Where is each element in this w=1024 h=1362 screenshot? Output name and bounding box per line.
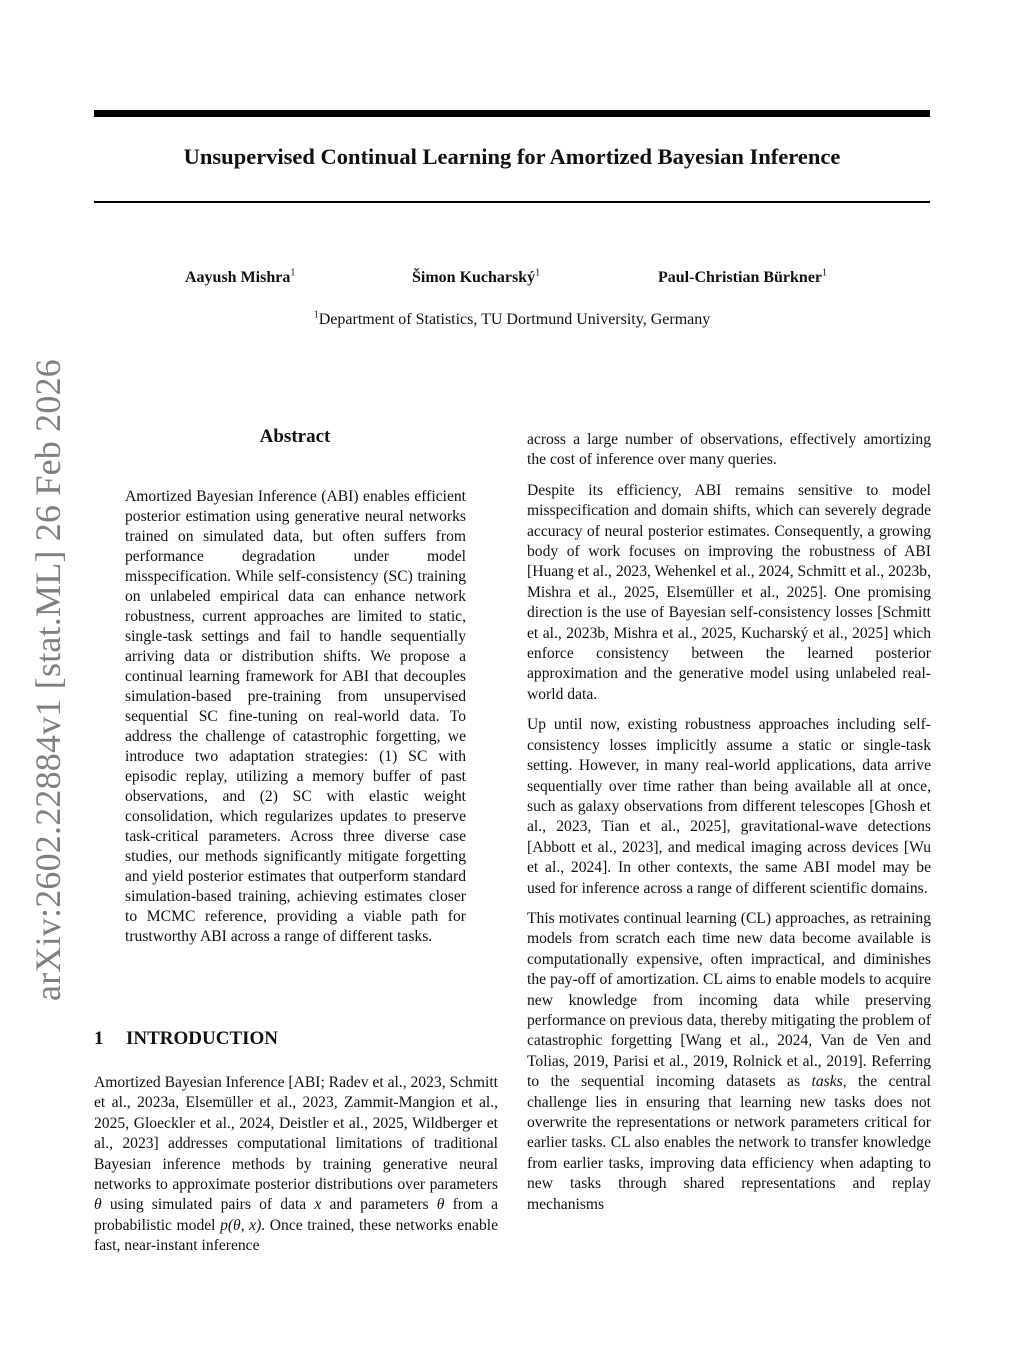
intro-paragraph [94,1073,498,1257]
body-text: , the central challenge lies in ensuring that learning new tasks does not overwrite the representations or network parameters critical for earlier tasks. CL also enables the network to transfer knowledge from earlier tasks, improving data efficiency when adapting to new tasks through shared representations and replay mechanisms [527,1073,932,1213]
body-paragraph: Despite its efficiency, ABI remains sensitive to model misspecification and domain shifts, which can severely degrade accuracy of neural posterior estimates. Consequently, a growing body of work focuses on improving the robustness of ABI [Huang et al., 2023, Wehenkel et al., 2024, Schmitt et al., 2023b, Mishra et al., 2025, Elsemüller et al., 2025]. One promising direction is the use of Bayesian self-consistency losses [Schmitt et al., 2023b, Mishra et al., 2025, Kucharský et al., 2025] which enforce consistency between the learned posterior approximation and the generative model using unlabeled real-world data. [527,481,931,703]
affil-mark: 1 [313,309,319,321]
body-paragraph [527,909,931,1215]
author-1 [185,266,295,290]
affiliation-text: Department of Statistics, TU Dortmund University, Germany [318,311,711,328]
intro-text: using simulated pairs of data [101,1196,315,1214]
author-name: Paul-Christian Bürkner [658,269,823,286]
intro-text: from a probabilistic model [94,1196,499,1234]
math-x: x [314,1196,322,1214]
body-paragraph: across a large number of observations, effectively amortizing the cost of inference over many queries. [527,431,931,469]
right-column [527,430,931,1225]
body-text: This motivates continual learning (CL) approaches, as retraining models from scratch each time new data become available is computationally expensive, often impractical, and diminishes the pay-off of amortization. CL aims to enable models to acquire new knowledge from incoming data while preserving performance on previous data, thereby mitigating the problem of catastrophic forgetting [Wang et al., 2024, Van de Ven and Tolias, 2019, Parisi et al., 2019, Rolnick et al., 2019]. Referring to the sequential incoming datasets as [527,909,932,1091]
top-rule [94,110,930,117]
author-3 [658,266,827,290]
emphasis-tasks: tasks [811,1073,843,1091]
math-model: p(θ, x) [220,1216,262,1234]
math-theta: θ [436,1196,445,1214]
math-theta: θ [94,1196,102,1214]
affil-mark: 1 [822,267,828,279]
affil-mark: 1 [290,267,296,279]
arxiv-identifier: arXiv:2602.22884v1 [stat.ML] 26 Feb 2026 [28,359,68,1001]
intro-text: and parameters [321,1196,437,1214]
author-name: Aayush Mishra [185,269,291,286]
affiliation [94,308,930,332]
author-2 [412,266,540,290]
author-name: Šimon Kucharský [412,269,536,286]
intro-text: . Once trained, these networks enable fast, near-instant inference [94,1216,498,1255]
abstract-heading: Abstract [259,426,331,447]
section-number: 1 [94,1028,104,1049]
affil-mark: 1 [535,267,541,279]
abstract-text: Amortized Bayesian Inference (ABI) enables efficient posterior estimation using generative neural networks trained on simulated data, but often suffers from performance degradation under model misspecification. While self-consistency (SC) training on unlabeled empirical data can enhance network robustness, current approaches are limited to static, single-task settings and fail to handle sequentially arriving data or distribution shifts. We propose a continual learning framework for ABI that decouples simulation-based pre-training from unsupervised sequential SC fine-tuning on real-world data. To address the challenge of catastrophic forgetting, we introduce two adaptation strategies: (1) SC with episodic replay, utilizing a memory buffer of past observations, and (2) SC with elastic weight consolidation, which regularizes updates to preserve task-critical parameters. Across three diverse case studies, our methods significantly mitigate forgetting and yield posterior estimates that outperform standard simulation-based training, achieving estimates closer to MCMC reference, providing a viable path for trustworthy ABI across a range of different tasks. [125,488,466,945]
intro-text: Amortized Bayesian Inference [ABI; Radev et al., 2023, Schmitt et al., 2023a, Elsemüller et al., 2023, Zammit-Mangion et al., 2025, Gloeckler et al., 2024, Deistler et al., 2025, Wildberger et al., 2023] addresses computational limitations of traditional Bayesian inference methods by training generative neural networks to approximate posterior distributions over parameters [94,1074,499,1194]
title-bottom-rule [94,201,930,203]
section-title: INTRODUCTION [126,1028,279,1049]
paper-title: Unsupervised Continual Learning for Amortized Bayesian Inference [183,144,841,169]
body-paragraph: Up until now, existing robustness approaches including self-consistency losses implicitly assume a static or single-task setting. However, in many real-world applications, data arrive sequentially over time rather than being available all at once, such as galaxy observations from different telescopes [Ghosh et al., 2023, Tian et al., 2025], gravitational-wave detections [Abbott et al., 2023], and medical imaging across devices [Wu et al., 2024]. In other contexts, the same ABI model may be used for inference across a range of different scientific domains. [527,716,931,897]
section-heading [94,1025,278,1053]
